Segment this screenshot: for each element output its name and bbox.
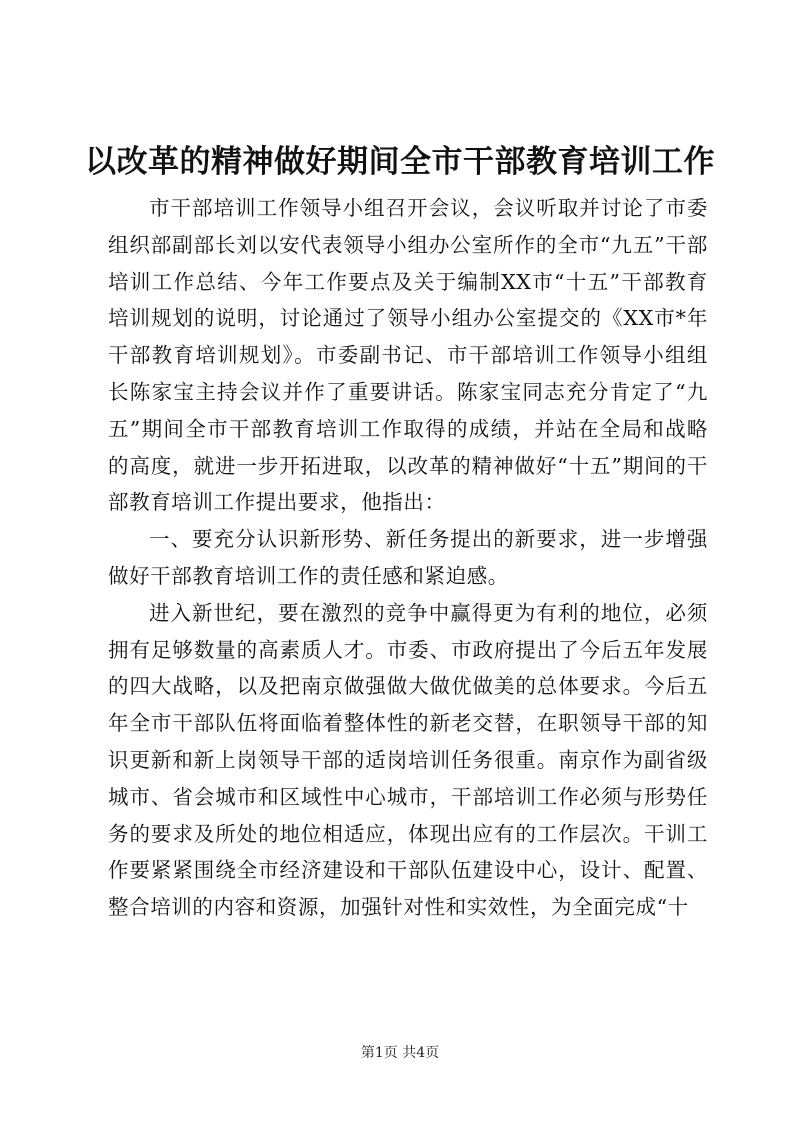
paragraph-3: 进入新世纪，要在激烈的竞争中赢得更为有利的地位，必须拥有足够数量的高素质人才。市委、市政府提出了今后五年发展的四大战略，以及把南京做强做大做优做美的总体要求。今后五年全市干部队伍将面临着整体性的新老交替，在职领导干部的知识更新和新上岗领导干部的适岗培训任务很重。南京作为副省级城市、省会城市和区域性中心城市，干部培训工作必须与形势任务的要求及所处的地位相适应，体现出应有的工作层次。干训工作要紧紧围绕全市经济建设和干部队伍建设中心，设计、配置、整合培训的内容和资源，加强针对性和实效性，为全面完成“十 bbox=[108, 600, 708, 920]
paragraph-1: 市干部培训工作领导小组召开会议，会议听取并讨论了市委组织部副部长刘以安代表领导小组办公室所作的全市“九五”干部培训工作总结、今年工作要点及关于编制XX市“十五”干部教育培训规划的说明，讨论通过了领导小组办公室提交的《XX市*年干部教育培训规划》。市委副书记、市干部培训工作领导小组组长陈家宝主持会议并作了重要讲话。陈家宝同志充分肯定了“九五”期间全市干部教育培训工作取得的成绩，并站在全局和战略的高度，就进一步开拓进取，以改革的精神做好“十五”期间的干部教育培训工作提出要求，他指出： bbox=[108, 196, 708, 515]
page-number-footer: 第1页 共4页 bbox=[360, 1045, 440, 1061]
paragraph-2: 一、要充分认识新形势、新任务提出的新要求，进一步增强做好干部教育培训工作的责任感和紧迫感。 bbox=[108, 527, 708, 588]
document-body bbox=[108, 190, 708, 926]
document-title: 以改革的精神做好期间全市干部教育培训工作 bbox=[85, 144, 715, 180]
